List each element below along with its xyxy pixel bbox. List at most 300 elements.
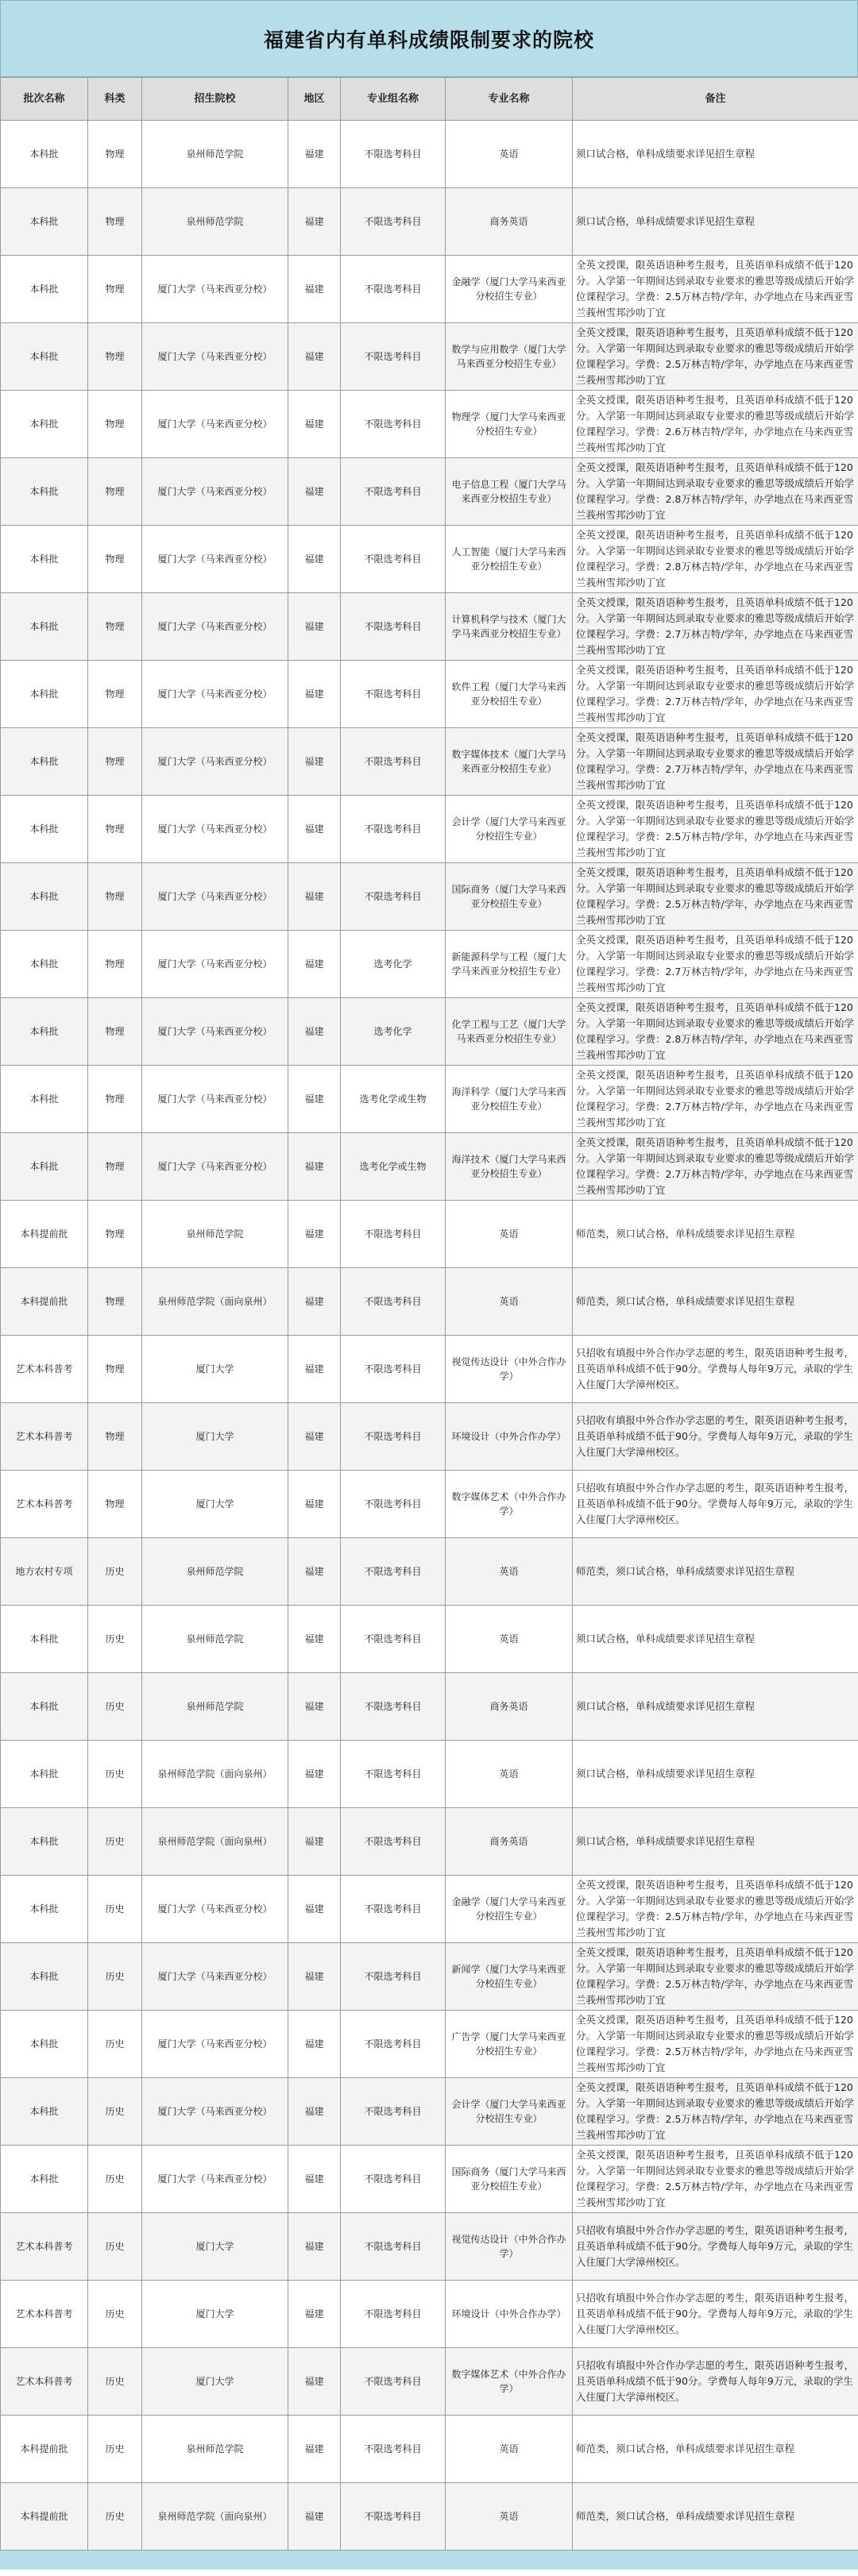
cell-school: 厦门大学: [142, 2281, 288, 2348]
table-row: [1, 1943, 858, 2011]
cell-school: 厦门大学（马来西亚分校）: [142, 323, 288, 391]
cell-subject-type: 历史: [88, 2078, 142, 2146]
cell-note: 须口试合格，单科成绩要求详见招生章程: [573, 1606, 858, 1673]
cell-batch: 本科提前批: [1, 2416, 88, 2483]
footer-banner: [0, 2551, 858, 2570]
cell-note: 全英文授课，限英语语种考生报考，且英语单科成绩不低于120分。入学第一年期间达到录取专业要求的雅思等级成绩后开始学位课程学习。学费：2.7万林吉特/学年，办学地点在马来西亚雪兰莪州雪邦沙叻丁宜: [573, 1066, 858, 1133]
table-row: [1, 1606, 858, 1673]
cell-batch: 本科批: [1, 391, 88, 458]
cell-batch: 艺术本科普考: [1, 2348, 88, 2416]
cell-major: 会计学（厦门大学马来西亚分校招生专业）: [446, 796, 573, 863]
cell-major: 商务英语: [446, 1673, 573, 1741]
cell-note: 全英文授课，限英语语种考生报考，且英语单科成绩不低于120分。入学第一年期间达到录取专业要求的雅思等级成绩后开始学位课程学习。学费：2.5万林吉特/学年，办学地点在马来西亚雪兰莪州雪邦沙叻丁宜: [573, 2146, 858, 2213]
cell-major: 海洋技术（厦门大学马来西亚分校招生专业）: [446, 1133, 573, 1201]
cell-major-group: 不限选考科目: [341, 1201, 446, 1268]
table-body: [1, 121, 858, 2551]
cell-note: 全英文授课，限英语语种考生报考，且英语单科成绩不低于120分。入学第一年期间达到录取专业要求的雅思等级成绩后开始学位课程学习。学费：2.5万林吉特/学年，办学地点在马来西亚雪兰莪州雪邦沙叻丁宜: [573, 2078, 858, 2146]
cell-region: 福建: [288, 931, 341, 998]
cell-region: 福建: [288, 1066, 341, 1133]
header-subject-type: 科类: [88, 78, 142, 121]
cell-region: 福建: [288, 593, 341, 661]
cell-batch: 本科批: [1, 931, 88, 998]
cell-note: 师范类，须口试合格，单科成绩要求详见招生章程: [573, 1538, 858, 1606]
cell-region: 福建: [288, 2146, 341, 2213]
cell-major: 数字媒体艺术（中外合作办学）: [446, 1471, 573, 1538]
cell-region: 福建: [288, 1808, 341, 1876]
cell-major: 视觉传达设计（中外合作办学）: [446, 1336, 573, 1403]
cell-batch: 本科批: [1, 458, 88, 526]
cell-major-group: 不限选考科目: [341, 728, 446, 796]
cell-major: 会计学（厦门大学马来西亚分校招生专业）: [446, 2078, 573, 2146]
cell-major: 英语: [446, 2416, 573, 2483]
table-row: [1, 121, 858, 188]
cell-batch: 本科批: [1, 796, 88, 863]
cell-major-group: 不限选考科目: [341, 256, 446, 323]
cell-batch: 本科批: [1, 1876, 88, 1943]
cell-subject-type: 物理: [88, 323, 142, 391]
cell-batch: 本科批: [1, 661, 88, 728]
title-banner: [0, 0, 858, 77]
cell-major: 新闻学（厦门大学马来西亚分校招生专业）: [446, 1943, 573, 2011]
cell-note: 全英文授课，限英语语种考生报考，且英语单科成绩不低于120分。入学第一年期间达到录取专业要求的雅思等级成绩后开始学位课程学习。学费：2.5万林吉特/学年，办学地点在马来西亚雪兰莪州雪邦沙叻丁宜: [573, 323, 858, 391]
table-row: [1, 2213, 858, 2281]
cell-batch: 艺术本科普考: [1, 1403, 88, 1471]
cell-school: 泉州师范学院（面向泉州）: [142, 2483, 288, 2551]
table-row: [1, 728, 858, 796]
cell-batch: 艺术本科普考: [1, 1336, 88, 1403]
cell-batch: 艺术本科普考: [1, 1471, 88, 1538]
cell-batch: 本科批: [1, 998, 88, 1066]
cell-subject-type: 历史: [88, 2416, 142, 2483]
cell-note: 师范类，须口试合格，单科成绩要求详见招生章程: [573, 2416, 858, 2483]
table-row: [1, 2281, 858, 2348]
cell-note: 全英文授课，限英语语种考生报考，且英语单科成绩不低于120分。入学第一年期间达到录取专业要求的雅思等级成绩后开始学位课程学习。学费：2.6万林吉特/学年，办学地点在马来西亚雪兰莪州雪邦沙叻丁宜: [573, 391, 858, 458]
cell-note: 师范类，须口试合格，单科成绩要求详见招生章程: [573, 1268, 858, 1336]
table-row: [1, 863, 858, 931]
header-note: 备注: [573, 78, 858, 121]
cell-major: 电子信息工程（厦门大学马来西亚分校招生专业）: [446, 458, 573, 526]
cell-major-group: 不限选考科目: [341, 2281, 446, 2348]
cell-major: 新能源科学与工程（厦门大学马来西亚分校招生专业）: [446, 931, 573, 998]
cell-subject-type: 物理: [88, 121, 142, 188]
cell-batch: 本科批: [1, 1673, 88, 1741]
cell-school: 厦门大学（马来西亚分校）: [142, 2146, 288, 2213]
cell-note: 须口试合格，单科成绩要求详见招生章程: [573, 1673, 858, 1741]
cell-region: 福建: [288, 526, 341, 593]
cell-major-group: 不限选考科目: [341, 1673, 446, 1741]
header-major-group: 专业组名称: [341, 78, 446, 121]
cell-major: 环境设计（中外合作办学）: [446, 1403, 573, 1471]
cell-major: 金融学（厦门大学马来西亚分校招生专业）: [446, 1876, 573, 1943]
cell-subject-type: 历史: [88, 1808, 142, 1876]
cell-batch: 本科批: [1, 1133, 88, 1201]
cell-region: 福建: [288, 2011, 341, 2078]
cell-subject-type: 历史: [88, 1943, 142, 2011]
cell-subject-type: 物理: [88, 931, 142, 998]
cell-school: 厦门大学（马来西亚分校）: [142, 728, 288, 796]
cell-school: 泉州师范学院: [142, 2416, 288, 2483]
cell-note: 须口试合格，单科成绩要求详见招生章程: [573, 121, 858, 188]
cell-major-group: 选考化学或生物: [341, 1066, 446, 1133]
cell-major-group: 不限选考科目: [341, 1943, 446, 2011]
cell-school: 厦门大学: [142, 2348, 288, 2416]
cell-major-group: 不限选考科目: [341, 2078, 446, 2146]
cell-region: 福建: [288, 863, 341, 931]
header-region: 地区: [288, 78, 341, 121]
cell-subject-type: 物理: [88, 256, 142, 323]
cell-major: 数字媒体技术（厦门大学马来西亚分校招生专业）: [446, 728, 573, 796]
cell-major: 英语: [446, 121, 573, 188]
cell-note: 全英文授课，限英语语种考生报考，且英语单科成绩不低于120分。入学第一年期间达到录取专业要求的雅思等级成绩后开始学位课程学习。学费：2.5万林吉特/学年，办学地点在马来西亚雪兰莪州雪邦沙叻丁宜: [573, 796, 858, 863]
cell-school: 泉州师范学院: [142, 1201, 288, 1268]
cell-subject-type: 物理: [88, 796, 142, 863]
header-batch: 批次名称: [1, 78, 88, 121]
cell-major-group: 不限选考科目: [341, 391, 446, 458]
cell-note: 全英文授课，限英语语种考生报考，且英语单科成绩不低于120分。入学第一年期间达到录取专业要求的雅思等级成绩后开始学位课程学习。学费：2.7万林吉特/学年，办学地点在马来西亚雪兰莪州雪邦沙叻丁宜: [573, 931, 858, 998]
cell-major-group: 不限选考科目: [341, 593, 446, 661]
cell-major-group: 不限选考科目: [341, 121, 446, 188]
cell-school: 厦门大学（马来西亚分校）: [142, 1943, 288, 2011]
cell-batch: 本科批: [1, 2146, 88, 2213]
cell-batch: 本科批: [1, 593, 88, 661]
table-row: [1, 2011, 858, 2078]
cell-subject-type: 历史: [88, 1606, 142, 1673]
cell-region: 福建: [288, 796, 341, 863]
cell-major-group: 不限选考科目: [341, 526, 446, 593]
cell-subject-type: 历史: [88, 2483, 142, 2551]
cell-batch: 地方农村专项: [1, 1538, 88, 1606]
cell-school: 厦门大学（马来西亚分校）: [142, 931, 288, 998]
cell-school: 厦门大学（马来西亚分校）: [142, 661, 288, 728]
cell-major-group: 不限选考科目: [341, 1471, 446, 1538]
cell-school: 厦门大学: [142, 2213, 288, 2281]
cell-major: 金融学（厦门大学马来西亚分校招生专业）: [446, 256, 573, 323]
cell-batch: 本科批: [1, 2011, 88, 2078]
table-row: [1, 1133, 858, 1201]
cell-note: 须口试合格，单科成绩要求详见招生章程: [573, 188, 858, 256]
table-row: [1, 1471, 858, 1538]
cell-school: 厦门大学（马来西亚分校）: [142, 526, 288, 593]
table-row: [1, 2146, 858, 2213]
cell-major-group: 不限选考科目: [341, 1606, 446, 1673]
cell-subject-type: 历史: [88, 1741, 142, 1808]
cell-school: 厦门大学（马来西亚分校）: [142, 458, 288, 526]
table-row: [1, 1808, 858, 1876]
cell-region: 福建: [288, 1403, 341, 1471]
cell-subject-type: 物理: [88, 1268, 142, 1336]
table-row: [1, 1336, 858, 1403]
cell-subject-type: 物理: [88, 863, 142, 931]
cell-batch: 本科批: [1, 323, 88, 391]
cell-region: 福建: [288, 1201, 341, 1268]
cell-region: 福建: [288, 1471, 341, 1538]
cell-subject-type: 物理: [88, 1336, 142, 1403]
cell-subject-type: 物理: [88, 526, 142, 593]
cell-batch: 本科批: [1, 1943, 88, 2011]
table-row: [1, 931, 858, 998]
cell-batch: 本科批: [1, 728, 88, 796]
cell-subject-type: 历史: [88, 1673, 142, 1741]
table-row: [1, 2078, 858, 2146]
cell-batch: 本科批: [1, 1741, 88, 1808]
table-row: [1, 661, 858, 728]
cell-school: 泉州师范学院: [142, 1538, 288, 1606]
cell-major-group: 不限选考科目: [341, 1538, 446, 1606]
cell-subject-type: 历史: [88, 2146, 142, 2213]
cell-subject-type: 物理: [88, 1471, 142, 1538]
cell-major-group: 不限选考科目: [341, 323, 446, 391]
cell-major-group: 不限选考科目: [341, 1336, 446, 1403]
table-row: [1, 1066, 858, 1133]
cell-subject-type: 物理: [88, 593, 142, 661]
cell-major: 英语: [446, 1268, 573, 1336]
cell-school: 厦门大学（马来西亚分校）: [142, 1066, 288, 1133]
cell-batch: 本科批: [1, 1606, 88, 1673]
cell-note: 全英文授课，限英语语种考生报考，且英语单科成绩不低于120分。入学第一年期间达到录取专业要求的雅思等级成绩后开始学位课程学习。学费：2.7万林吉特/学年，办学地点在马来西亚雪兰莪州雪邦沙叻丁宜: [573, 728, 858, 796]
cell-subject-type: 物理: [88, 1133, 142, 1201]
cell-note: 师范类，须口试合格，单科成绩要求详见招生章程: [573, 1201, 858, 1268]
cell-region: 福建: [288, 728, 341, 796]
cell-subject-type: 物理: [88, 998, 142, 1066]
cell-major-group: 选考化学: [341, 931, 446, 998]
table-row: [1, 526, 858, 593]
cell-major: 国际商务（厦门大学马来西亚分校招生专业）: [446, 2146, 573, 2213]
cell-major: 视觉传达设计（中外合作办学）: [446, 2213, 573, 2281]
cell-major-group: 不限选考科目: [341, 2348, 446, 2416]
cell-note: 只招收有填报中外合作办学志愿的考生，限英语语种考生报考，且英语单科成绩不低于90分。学费每人每年9万元，录取的学生入住厦门大学漳州校区。: [573, 1471, 858, 1538]
cell-note: 全英文授课，限英语语种考生报考，且英语单科成绩不低于120分。入学第一年期间达到录取专业要求的雅思等级成绩后开始学位课程学习。学费：2.7万林吉特/学年，办学地点在马来西亚雪兰莪州雪邦沙叻丁宜: [573, 1133, 858, 1201]
cell-major: 计算机科学与技术（厦门大学马来西亚分校招生专业）: [446, 593, 573, 661]
cell-major-group: 选考化学: [341, 998, 446, 1066]
table-row: [1, 256, 858, 323]
cell-major: 化学工程与工艺（厦门大学马来西亚分校招生专业）: [446, 998, 573, 1066]
cell-school: 厦门大学（马来西亚分校）: [142, 796, 288, 863]
cell-major: 人工智能（厦门大学马来西亚分校招生专业）: [446, 526, 573, 593]
cell-major-group: 不限选考科目: [341, 661, 446, 728]
cell-note: 只招收有填报中外合作办学志愿的考生，限英语语种考生报考，且英语单科成绩不低于90分。学费每人每年9万元，录取的学生入住厦门大学漳州校区。: [573, 2281, 858, 2348]
table-row: [1, 1201, 858, 1268]
cell-note: 只招收有填报中外合作办学志愿的考生，限英语语种考生报考，且英语单科成绩不低于90分。学费每人每年9万元，录取的学生入住厦门大学漳州校区。: [573, 1403, 858, 1471]
cell-note: 全英文授课，限英语语种考生报考，且英语单科成绩不低于120分。入学第一年期间达到录取专业要求的雅思等级成绩后开始学位课程学习。学费：2.5万林吉特/学年，办学地点在马来西亚雪兰莪州雪邦沙叻丁宜: [573, 863, 858, 931]
cell-subject-type: 物理: [88, 1201, 142, 1268]
cell-subject-type: 历史: [88, 2348, 142, 2416]
table-row: [1, 2483, 858, 2551]
cell-region: 福建: [288, 188, 341, 256]
cell-batch: 本科批: [1, 256, 88, 323]
cell-batch: 本科提前批: [1, 1201, 88, 1268]
cell-major-group: 不限选考科目: [341, 2416, 446, 2483]
cell-region: 福建: [288, 661, 341, 728]
cell-note: 全英文授课，限英语语种考生报考，且英语单科成绩不低于120分。入学第一年期间达到录取专业要求的雅思等级成绩后开始学位课程学习。学费：2.5万林吉特/学年，办学地点在马来西亚雪兰莪州雪邦沙叻丁宜: [573, 2011, 858, 2078]
cell-batch: 艺术本科普考: [1, 2213, 88, 2281]
cell-region: 福建: [288, 323, 341, 391]
cell-major-group: 不限选考科目: [341, 2213, 446, 2281]
cell-batch: 本科提前批: [1, 1268, 88, 1336]
cell-note: 只招收有填报中外合作办学志愿的考生，限英语语种考生报考，且英语单科成绩不低于90分。学费每人每年9万元，录取的学生入住厦门大学漳州校区。: [573, 2213, 858, 2281]
cell-batch: 本科批: [1, 188, 88, 256]
cell-school: 厦门大学（马来西亚分校）: [142, 863, 288, 931]
cell-major: 英语: [446, 1606, 573, 1673]
cell-school: 厦门大学: [142, 1471, 288, 1538]
cell-batch: 本科批: [1, 863, 88, 931]
cell-batch: 艺术本科普考: [1, 2281, 88, 2348]
cell-major: 英语: [446, 2483, 573, 2551]
table-row: [1, 323, 858, 391]
cell-subject-type: 物理: [88, 188, 142, 256]
table-row: [1, 1403, 858, 1471]
cell-region: 福建: [288, 1606, 341, 1673]
cell-note: 全英文授课，限英语语种考生报考，且英语单科成绩不低于120分。入学第一年期间达到录取专业要求的雅思等级成绩后开始学位课程学习。学费：2.7万林吉特/学年，办学地点在马来西亚雪兰莪州雪邦沙叻丁宜: [573, 593, 858, 661]
cell-note: 师范类，须口试合格，单科成绩要求详见招生章程: [573, 2483, 858, 2551]
cell-note: 全英文授课，限英语语种考生报考，且英语单科成绩不低于120分。入学第一年期间达到录取专业要求的雅思等级成绩后开始学位课程学习。学费：2.8万林吉特/学年，办学地点在马来西亚雪兰莪州雪邦沙叻丁宜: [573, 458, 858, 526]
table-row: [1, 593, 858, 661]
table-header-row: [1, 78, 858, 121]
table-row: [1, 1268, 858, 1336]
cell-major: 英语: [446, 1741, 573, 1808]
cell-region: 福建: [288, 458, 341, 526]
table-row: [1, 998, 858, 1066]
cell-region: 福建: [288, 1538, 341, 1606]
cell-subject-type: 历史: [88, 2281, 142, 2348]
cell-batch: 本科批: [1, 2078, 88, 2146]
cell-major: 数字媒体艺术（中外合作办学）: [446, 2348, 573, 2416]
cell-school: 泉州师范学院: [142, 188, 288, 256]
cell-subject-type: 物理: [88, 1066, 142, 1133]
cell-region: 福建: [288, 1268, 341, 1336]
page-title: 福建省内有单科成绩限制要求的院校: [263, 28, 594, 52]
cell-subject-type: 物理: [88, 458, 142, 526]
cell-region: 福建: [288, 2483, 341, 2551]
cell-school: 厦门大学（马来西亚分校）: [142, 1876, 288, 1943]
table-row: [1, 1741, 858, 1808]
cell-school: 泉州师范学院（面向泉州）: [142, 1268, 288, 1336]
cell-major: 英语: [446, 1538, 573, 1606]
cell-major: 数学与应用数学（厦门大学马来西亚分校招生专业）: [446, 323, 573, 391]
cell-school: 泉州师范学院: [142, 121, 288, 188]
cell-note: 须口试合格，单科成绩要求详见招生章程: [573, 1741, 858, 1808]
cell-note: 全英文授课，限英语语种考生报考，且英语单科成绩不低于120分。入学第一年期间达到录取专业要求的雅思等级成绩后开始学位课程学习。学费：2.7万林吉特/学年，办学地点在马来西亚雪兰莪州雪邦沙叻丁宜: [573, 661, 858, 728]
cell-region: 福建: [288, 1876, 341, 1943]
cell-major-group: 不限选考科目: [341, 1876, 446, 1943]
cell-region: 福建: [288, 2213, 341, 2281]
cell-subject-type: 历史: [88, 2213, 142, 2281]
admissions-table: [0, 77, 858, 2551]
cell-region: 福建: [288, 2078, 341, 2146]
cell-subject-type: 物理: [88, 661, 142, 728]
cell-region: 福建: [288, 2348, 341, 2416]
cell-major: 软件工程（厦门大学马来西亚分校招生专业）: [446, 661, 573, 728]
cell-school: 厦门大学（马来西亚分校）: [142, 1133, 288, 1201]
cell-major-group: 不限选考科目: [341, 2146, 446, 2213]
cell-school: 厦门大学（马来西亚分校）: [142, 391, 288, 458]
cell-note: 只招收有填报中外合作办学志愿的考生，限英语语种考生报考，且英语单科成绩不低于90分。学费每人每年9万元，录取的学生入住厦门大学漳州校区。: [573, 1336, 858, 1403]
cell-school: 厦门大学: [142, 1403, 288, 1471]
cell-region: 福建: [288, 998, 341, 1066]
cell-major: 英语: [446, 1201, 573, 1268]
cell-major-group: 不限选考科目: [341, 863, 446, 931]
cell-region: 福建: [288, 391, 341, 458]
cell-major: 环境设计（中外合作办学）: [446, 2281, 573, 2348]
cell-school: 泉州师范学院: [142, 1673, 288, 1741]
cell-region: 福建: [288, 256, 341, 323]
cell-major: 商务英语: [446, 188, 573, 256]
cell-batch: 本科批: [1, 1808, 88, 1876]
cell-major-group: 不限选考科目: [341, 796, 446, 863]
cell-region: 福建: [288, 1943, 341, 2011]
cell-major-group: 不限选考科目: [341, 458, 446, 526]
cell-school: 厦门大学（马来西亚分校）: [142, 256, 288, 323]
cell-note: 全英文授课，限英语语种考生报考，且英语单科成绩不低于120分。入学第一年期间达到录取专业要求的雅思等级成绩后开始学位课程学习。学费：2.5万林吉特/学年，办学地点在马来西亚雪兰莪州雪邦沙叻丁宜: [573, 256, 858, 323]
cell-subject-type: 历史: [88, 1876, 142, 1943]
cell-school: 厦门大学（马来西亚分校）: [142, 2011, 288, 2078]
table-row: [1, 391, 858, 458]
cell-major-group: 不限选考科目: [341, 1403, 446, 1471]
cell-region: 福建: [288, 1133, 341, 1201]
cell-region: 福建: [288, 121, 341, 188]
cell-region: 福建: [288, 1673, 341, 1741]
cell-school: 厦门大学: [142, 1336, 288, 1403]
cell-note: 全英文授课，限英语语种考生报考，且英语单科成绩不低于120分。入学第一年期间达到录取专业要求的雅思等级成绩后开始学位课程学习。学费：2.8万林吉特/学年，办学地点在马来西亚雪兰莪州雪邦沙叻丁宜: [573, 998, 858, 1066]
cell-school: 厦门大学（马来西亚分校）: [142, 2078, 288, 2146]
header-school: 招生院校: [142, 78, 288, 121]
table-row: [1, 796, 858, 863]
table-row: [1, 458, 858, 526]
cell-note: 全英文授课，限英语语种考生报考，且英语单科成绩不低于120分。入学第一年期间达到录取专业要求的雅思等级成绩后开始学位课程学习。学费：2.5万林吉特/学年，办学地点在马来西亚雪兰莪州雪邦沙叻丁宜: [573, 1943, 858, 2011]
cell-region: 福建: [288, 2416, 341, 2483]
cell-school: 泉州师范学院（面向泉州）: [142, 1741, 288, 1808]
cell-region: 福建: [288, 1336, 341, 1403]
cell-subject-type: 历史: [88, 1538, 142, 1606]
cell-subject-type: 历史: [88, 2011, 142, 2078]
cell-major-group: 不限选考科目: [341, 1741, 446, 1808]
cell-school: 泉州师范学院: [142, 1606, 288, 1673]
cell-subject-type: 物理: [88, 391, 142, 458]
cell-region: 福建: [288, 1741, 341, 1808]
header-major: 专业名称: [446, 78, 573, 121]
cell-batch: 本科批: [1, 1066, 88, 1133]
cell-region: 福建: [288, 2281, 341, 2348]
table-row: [1, 188, 858, 256]
cell-note: 须口试合格，单科成绩要求详见招生章程: [573, 1808, 858, 1876]
cell-major: 物理学（厦门大学马来西亚分校招生专业）: [446, 391, 573, 458]
cell-note: 全英文授课，限英语语种考生报考，且英语单科成绩不低于120分。入学第一年期间达到录取专业要求的雅思等级成绩后开始学位课程学习。学费：2.5万林吉特/学年，办学地点在马来西亚雪兰莪州雪邦沙叻丁宜: [573, 1876, 858, 1943]
cell-school: 泉州师范学院（面向泉州）: [142, 1808, 288, 1876]
cell-major-group: 不限选考科目: [341, 2483, 446, 2551]
cell-major: 海洋科学（厦门大学马来西亚分校招生专业）: [446, 1066, 573, 1133]
cell-subject-type: 物理: [88, 728, 142, 796]
cell-major-group: 不限选考科目: [341, 2011, 446, 2078]
table-row: [1, 1876, 858, 1943]
table-row: [1, 2348, 858, 2416]
cell-major: 国际商务（厦门大学马来西亚分校招生专业）: [446, 863, 573, 931]
cell-subject-type: 物理: [88, 1403, 142, 1471]
cell-major: 商务英语: [446, 1808, 573, 1876]
cell-major-group: 不限选考科目: [341, 1808, 446, 1876]
cell-major-group: 不限选考科目: [341, 188, 446, 256]
cell-batch: 本科批: [1, 526, 88, 593]
cell-batch: 本科批: [1, 121, 88, 188]
cell-school: 厦门大学（马来西亚分校）: [142, 593, 288, 661]
table-row: [1, 1538, 858, 1606]
table-row: [1, 1673, 858, 1741]
cell-major-group: 选考化学或生物: [341, 1133, 446, 1201]
cell-batch: 本科提前批: [1, 2483, 88, 2551]
cell-note: 只招收有填报中外合作办学志愿的考生，限英语语种考生报考，且英语单科成绩不低于90分。学费每人每年9万元，录取的学生入住厦门大学漳州校区。: [573, 2348, 858, 2416]
cell-school: 厦门大学（马来西亚分校）: [142, 998, 288, 1066]
cell-major: 广告学（厦门大学马来西亚分校招生专业）: [446, 2011, 573, 2078]
table-row: [1, 2416, 858, 2483]
cell-major-group: 不限选考科目: [341, 1268, 446, 1336]
